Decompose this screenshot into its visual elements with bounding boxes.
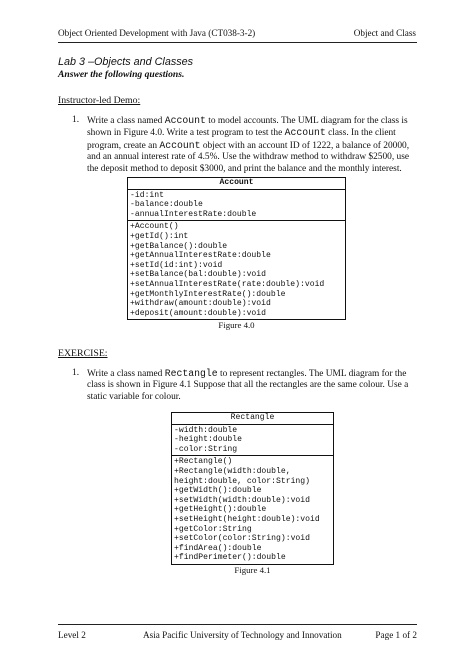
footer-page-number: Page 1 of 2 bbox=[375, 630, 417, 640]
exercise-item-number: 1. bbox=[72, 368, 80, 378]
uml-attribute: -color:String bbox=[174, 444, 238, 454]
uml-method: +getBalance():double bbox=[130, 241, 228, 251]
uml-method: +getMonthlyInterestRate():double bbox=[130, 289, 286, 299]
lab-subtitle: Answer the following questions. bbox=[58, 69, 185, 80]
header-rule bbox=[58, 42, 417, 43]
header-course: Object Oriented Development with Java (CT038-3-2) bbox=[58, 28, 256, 38]
uml-method: height:double, color:String) bbox=[174, 476, 310, 486]
uml-method: +Account() bbox=[130, 222, 179, 232]
uml-class-name: Rectangle bbox=[172, 413, 333, 425]
uml-method: +getId():int bbox=[130, 231, 189, 241]
exercise-heading: EXERCISE: bbox=[58, 348, 108, 359]
uml-methods bbox=[172, 456, 333, 564]
uml-method: +deposit(amount:double):void bbox=[130, 308, 266, 318]
lab-title: Lab 3 –Objects and Classes bbox=[58, 56, 194, 68]
uml-method: +getAnnualInterestRate:double bbox=[130, 251, 271, 261]
uml-attribute: -height:double bbox=[174, 435, 242, 445]
uml-attribute: -id:int bbox=[130, 190, 164, 200]
uml-method: +setId(id:int):void bbox=[130, 260, 223, 270]
uml-method: +getWidth():double bbox=[174, 486, 262, 496]
uml-method: +findPerimeter():double bbox=[174, 553, 286, 563]
footer-level: Level 2 bbox=[58, 630, 86, 640]
uml-attributes bbox=[172, 425, 333, 457]
uml-methods bbox=[128, 221, 345, 319]
uml-method: +setAnnualInterestRate(rate:double):void bbox=[130, 279, 325, 289]
demo-item-text: Write a class named Account to model accounts. The UML diagram for the class is shown in Figure 4.0. Write a test program to test the Account class. In the client program, create an Account object with an account ID of 1222, a balance of 20000, and an annual interest rate of 4.5%. Use the withdraw method to withdraw $2500, use the deposit method to deposit $3000, and print the balance and the monthly interest. bbox=[87, 115, 410, 174]
footer-institution: Asia Pacific University of Technology and Innovation bbox=[143, 630, 342, 640]
uml-method: +setColor(color:String):void bbox=[174, 534, 310, 544]
uml-method: +getHeight():double bbox=[174, 505, 267, 515]
uml-method: +Rectangle(width:double, bbox=[174, 466, 291, 476]
uml-class-name: Account bbox=[128, 178, 345, 190]
uml-attribute: -balance:double bbox=[130, 200, 203, 210]
uml-method: +setBalance(bal:double):void bbox=[130, 270, 266, 280]
demo-item-number: 1. bbox=[72, 115, 80, 125]
account-uml-diagram bbox=[127, 177, 346, 320]
figure-caption: Figure 4.1 bbox=[234, 565, 271, 575]
uml-method: +Rectangle() bbox=[174, 457, 233, 467]
uml-attribute: -annualInterestRate:double bbox=[130, 209, 257, 219]
uml-attributes bbox=[128, 190, 345, 222]
uml-method: +withdraw(amount:double):void bbox=[130, 299, 271, 309]
exercise-item-text: Write a class named Rectangle to represent rectangles. The UML diagram for the class is shown in Figure 4.1 Suppose that all the rectangles are the same colour. Use a static variable for colour. bbox=[87, 368, 409, 402]
figure-caption: Figure 4.0 bbox=[218, 320, 255, 330]
uml-method: +findArea():double bbox=[174, 543, 262, 553]
uml-attribute: -width:double bbox=[174, 425, 238, 435]
uml-method: +setWidth(width:double):void bbox=[174, 495, 310, 505]
uml-method: +setHeight(height:double):void bbox=[174, 514, 320, 524]
footer-rule bbox=[58, 624, 417, 625]
header-topic: Object and Class bbox=[353, 28, 416, 38]
demo-heading: Instructor-led Demo: bbox=[58, 95, 141, 106]
rectangle-uml-diagram bbox=[171, 412, 334, 565]
uml-method: +getColor:String bbox=[174, 524, 252, 534]
